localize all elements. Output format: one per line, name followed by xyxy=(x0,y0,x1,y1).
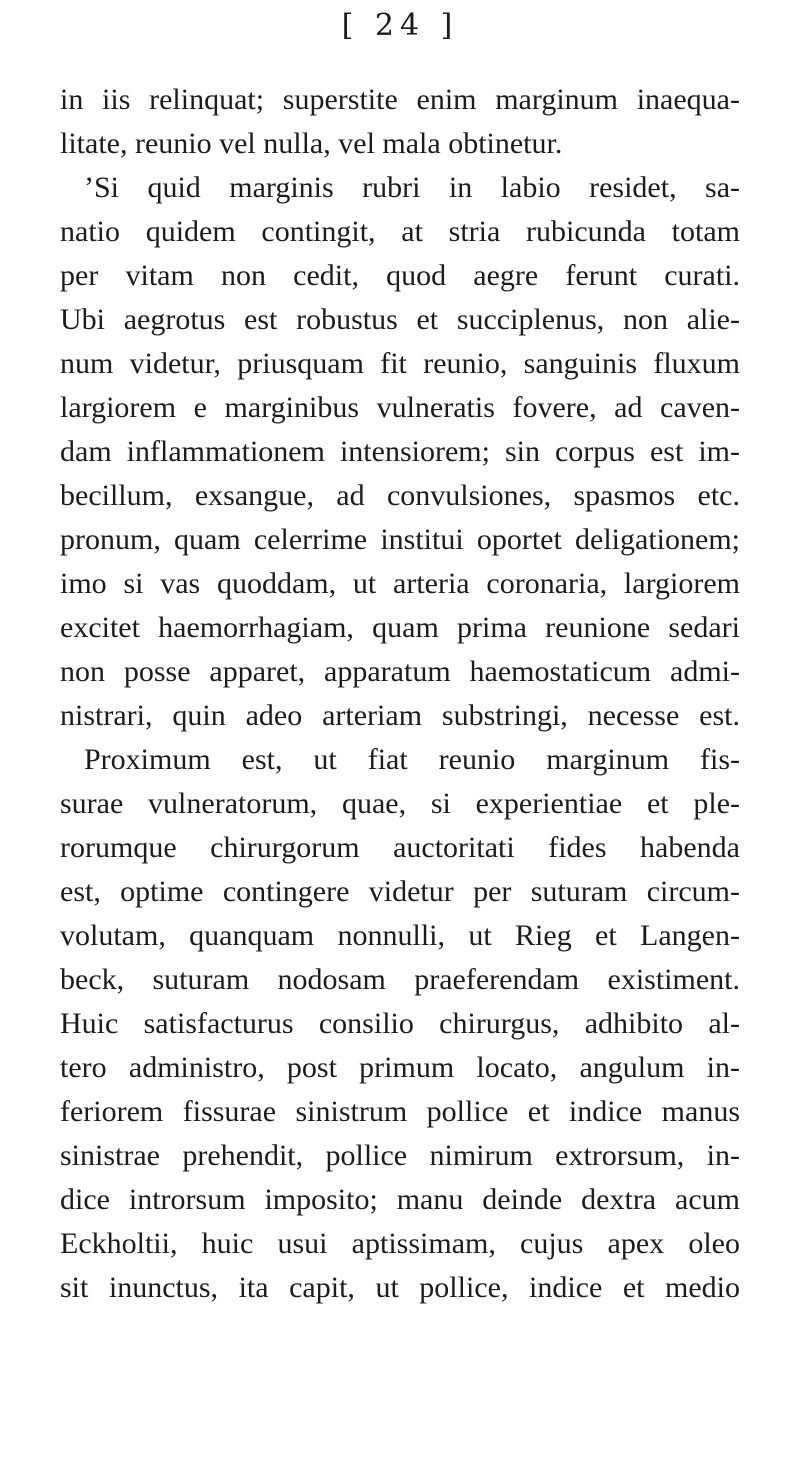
text-line: non posse apparet, apparatum haemostaticum admi- xyxy=(60,655,740,688)
text-line: dice introrsum imposito; manu deinde dextra acum xyxy=(60,1183,740,1216)
text-line: sinistrae prehendit, pollice nimirum extrorsum, in- xyxy=(60,1139,740,1172)
text-line: beck, suturam nodosam praeferendam existiment. xyxy=(60,963,740,996)
text-line: Eckholtii, huic usui aptissimam, cujus apex oleo xyxy=(60,1227,740,1260)
text-line: volutam, quanquam nonnulli, ut Rieg et Langen- xyxy=(60,919,740,952)
text-line: Huic satisfacturus consilio chirurgus, adhibito al- xyxy=(60,1007,740,1040)
text-line: becillum, exsangue, ad convulsiones, spasmos etc. xyxy=(60,479,740,512)
text-line: natio quidem contingit, at stria rubicunda totam xyxy=(60,215,740,248)
text-line: sit inunctus, ita capit, ut pollice, indice et medio xyxy=(60,1271,740,1304)
text-line: in iis relinquat; superstite enim marginum inaequa- xyxy=(60,83,740,116)
text-line: excitet haemorrhagiam, quam prima reunione sedari xyxy=(60,611,740,644)
text-line: surae vulneratorum, quae, si experientiae et ple- xyxy=(60,787,740,820)
text-line: tero administro, post primum locato, angulum in- xyxy=(60,1051,740,1084)
text-line: num videtur, priusquam fit reunio, sanguinis fluxum xyxy=(60,347,740,380)
text-line: dam inflammationem intensiorem; sin corpus est im- xyxy=(60,435,740,468)
text-line: feriorem fissurae sinistrum pollice et indice manus xyxy=(60,1095,740,1128)
text-line: largiorem e marginibus vulneratis fovere, ad caven- xyxy=(60,391,740,424)
text-line: rorumque chirurgorum auctoritati fides habenda xyxy=(60,831,740,864)
text-line: Ubi aegrotus est robustus et succiplenus, non alie- xyxy=(60,303,740,336)
paragraph-start-line: ’Si quid marginis rubri in labio residet, sa- xyxy=(84,171,740,204)
text-line: est, optime contingere videtur per suturam circum- xyxy=(60,875,740,908)
page-number: [ 24 ] xyxy=(341,8,459,43)
text-line: imo si vas quoddam, ut arteria coronaria, largiorem xyxy=(60,567,740,600)
paragraph-start-line: Proximum est, ut fiat reunio marginum fis- xyxy=(84,743,740,776)
text-line: nistrari, quin adeo arteriam substringi, necesse est. xyxy=(60,699,740,732)
text-line: litate, reunio vel nulla, vel mala obtinetur. xyxy=(60,127,563,160)
text-line: pronum, quam celerrime institui oportet deligationem; xyxy=(60,523,740,556)
text-line: per vitam non cedit, quod aegre ferunt curati. xyxy=(60,259,740,292)
